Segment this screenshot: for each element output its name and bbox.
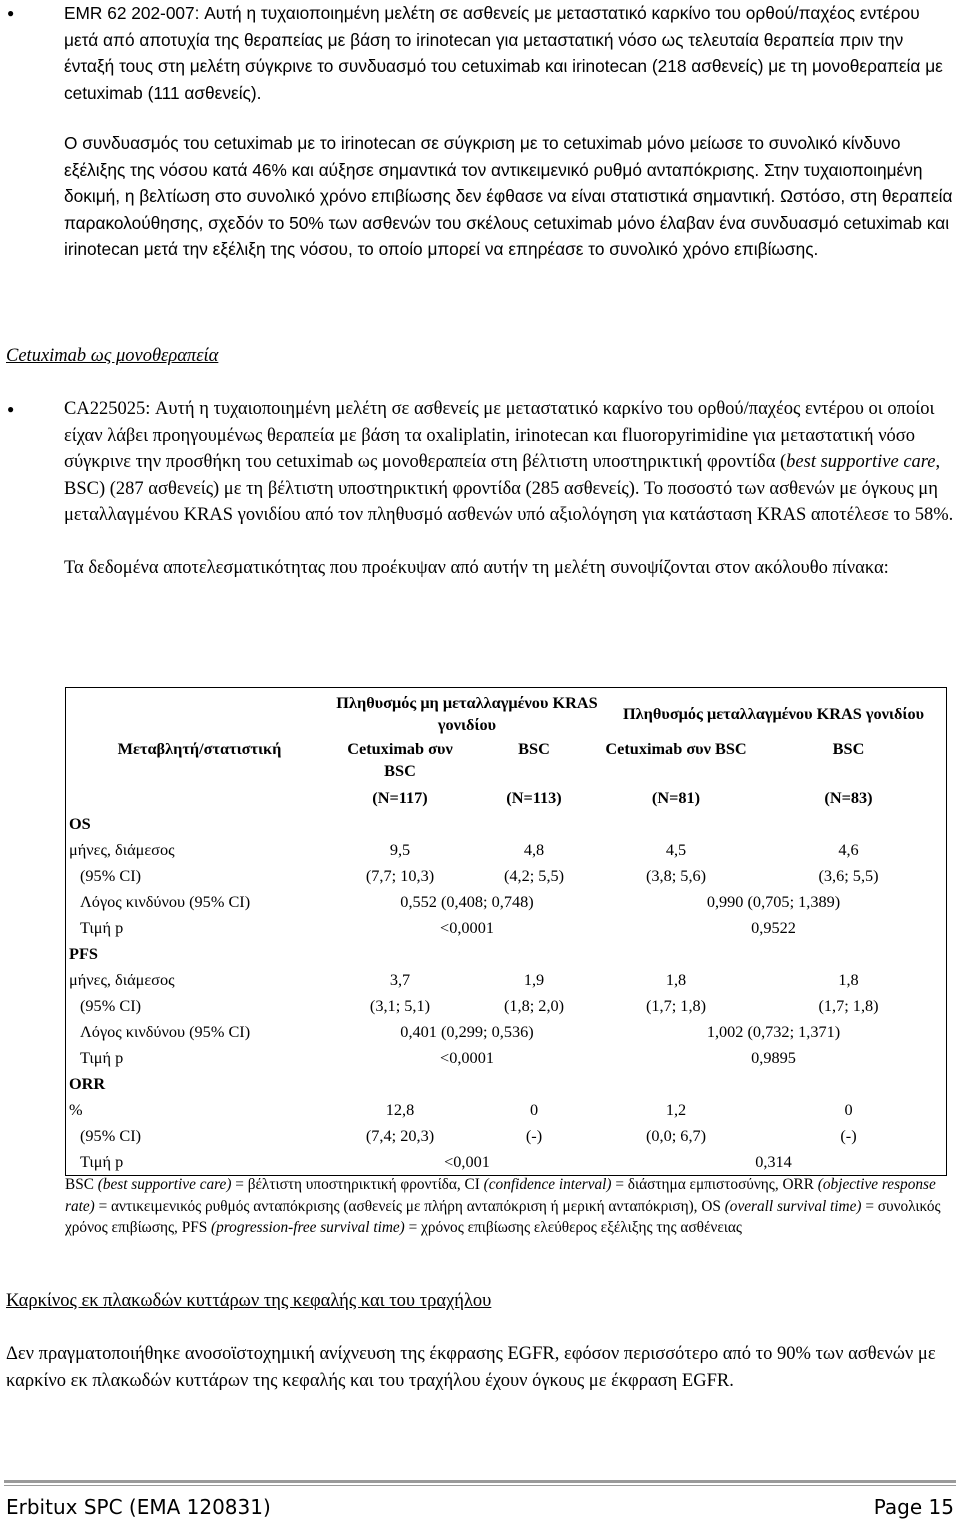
row-label: (95% CI) xyxy=(80,996,142,1015)
cell: (1,8; 2,0) xyxy=(503,996,565,1015)
table-row xyxy=(66,889,946,915)
table-row xyxy=(66,1019,946,1045)
row-label: (95% CI) xyxy=(80,1126,142,1145)
cell: 9,5 xyxy=(389,840,411,859)
table-row xyxy=(66,837,946,863)
cell: (0,0; 6,7) xyxy=(645,1126,707,1145)
section-label-pfs: PFS xyxy=(69,944,98,963)
bullet-emr-study xyxy=(64,0,954,263)
cell: 12,8 xyxy=(385,1100,415,1119)
cell: 1,8 xyxy=(838,970,859,989)
row-label: μήνες, διάμεσος xyxy=(69,970,175,989)
cell: 4,6 xyxy=(838,840,859,859)
column-header-bsc-mut: BSC xyxy=(832,739,865,758)
table-row xyxy=(66,915,946,941)
footer-page-number: Page 15 xyxy=(873,1495,954,1519)
section-heading-monotherapy: Cetuximab ως μονοθεραπεία xyxy=(6,346,219,366)
cell: (3,6; 5,5) xyxy=(818,866,879,885)
table-row xyxy=(66,967,946,993)
cell: 1,2 xyxy=(665,1100,687,1119)
cell: (-) xyxy=(525,1126,543,1145)
section-label-os: OS xyxy=(69,814,91,833)
cell: 0,990 (0,705; 1,389) xyxy=(706,892,841,911)
row-label: Τιμή p xyxy=(80,1152,124,1171)
table-header-row xyxy=(66,785,946,811)
column-header-cetuximab-mut: Cetuximab συν BSC xyxy=(605,739,747,758)
cell: (1,7; 1,8) xyxy=(645,996,707,1015)
column-header-variable: Μεταβλητή/στατιστική xyxy=(117,739,282,758)
cell: 1,002 (0,732; 1,371) xyxy=(706,1022,841,1041)
column-header-bsc-wild: BSC xyxy=(518,739,550,758)
footer-document-id: Erbitux SPC (EMA 120831) xyxy=(6,1495,271,1519)
table-row xyxy=(66,1097,946,1123)
cell: 3,7 xyxy=(389,970,411,989)
emr-study-result-text: Ο συνδυασμός του cetuximab με το irinotecan σε σύγκριση με το cetuximab μόνο μείωσε το συνολικό κίνδυνο εξέλιξης της νόσου κατά 46% και αύξησε σημαντικά τον αντικειμενικό ρυθμό ανταπόκρισης. Στην τυχαιοποιημένη δοκιμή, η βελτίωση στο συνολικό χρόνο επιβίωσης δεν έφθασε να είναι στατιστικά σημαντική. Ωστόσο, στη θεραπεία παρακολούθησης, σχεδόν το 50% των ασθενών του σκέλους cetuximab μόνο έλαβαν ένα συνδυασμό cetuximab και irinotecan μετά την εξέλιξη της νόσου, το οποίο μπορεί να επηρέασε το συνολικό χρόνο επιβίωσης. xyxy=(64,133,953,259)
n-count: (N=117) xyxy=(372,788,428,807)
cell: 1,8 xyxy=(665,970,687,989)
cell: 0,9522 xyxy=(751,918,796,937)
head-neck-text: Δεν πραγματοποιήθηκε ανοσοϊστοχημική ανίχνευση της έκφρασης EGFR, εφόσον περισσότερο από το 90% των ασθενών με καρκίνο εκ πλακωδών κυττάρων της κεφαλής και του τραχήλου έχουν όγκους με έκφραση EGFR. xyxy=(6,1344,936,1391)
cell: (7,7; 10,3) xyxy=(365,866,435,885)
table-footnote: BSC (best supportive care) = βέλτιστη υποστηρικτική φροντίδα, CI (confidence interval) = διάστημα εμπιστοσύνης, ORR (objective response rate) = αντικειμενικός ρυθμός ανταπόκρισης (ασθενείς με πλήρη ανταπόκριση ή μερική ανταπόκριση), OS (overall survival time) = συνολικός χρόνος επιβίωσης, PFS (progression-free survival time) = χρόνος επιβίωσης ελεύθερος εξέλιξης της ασθένειας xyxy=(65,1176,941,1236)
table-row xyxy=(66,1149,946,1175)
efficacy-results-table xyxy=(65,687,947,1176)
row-label: Τιμή p xyxy=(80,918,124,937)
cell: 0,552 (0,408; 0,748) xyxy=(400,892,534,911)
cell: <0,001 xyxy=(444,1152,490,1171)
table-header-row xyxy=(66,738,946,785)
row-label: Λόγος κινδύνου (95% CI) xyxy=(80,1022,251,1041)
row-label: (95% CI) xyxy=(80,866,142,885)
n-count: (N=81) xyxy=(651,788,701,807)
column-header-cetuximab-wild: Cetuximab συν BSC xyxy=(347,739,453,780)
cell: 0 xyxy=(529,1100,539,1119)
cell: 0,9895 xyxy=(751,1048,796,1067)
table-row xyxy=(66,1045,946,1071)
cell: (4,2; 5,5) xyxy=(503,866,565,885)
cell: (7,4; 20,3) xyxy=(365,1126,435,1145)
footer-divider xyxy=(4,1485,956,1486)
bullet-ca225025-study xyxy=(64,396,954,581)
table-header-row xyxy=(66,688,946,738)
section-label-orr: ORR xyxy=(69,1074,106,1093)
table-row xyxy=(66,993,946,1019)
emr-study-text: EMR 62 202-007: Αυτή η τυχαιοποιημένη μελέτη σε ασθενείς με μεταστατικό καρκίνο του ορθού/παχέος εντέρου μετά από αποτυχία της θεραπείας με βάση το irinotecan για μεταστατική νόσο ως τελευταία θεραπεία πριν την ένταξή τους στη μελέτη σύγκρινε το συνδυασμό του cetuximab και irinotecan (218 ασθενείς) με τη μονοθεραπεία με cetuximab (111 ασθενείς). xyxy=(64,3,943,103)
cell: 0,401 (0,299; 0,536) xyxy=(400,1022,534,1041)
bullet-marker: ● xyxy=(7,6,15,20)
cell: <0,0001 xyxy=(440,1048,494,1067)
table-row xyxy=(66,941,946,967)
cell: 1,9 xyxy=(523,970,545,989)
section-heading-head-neck: Καρκίνος εκ πλακωδών κυττάρων της κεφαλής και του τραχήλου xyxy=(6,1291,492,1311)
table-row xyxy=(66,811,946,837)
n-count: (N=113) xyxy=(506,788,562,807)
table-row xyxy=(66,1123,946,1149)
table-row xyxy=(66,1071,946,1097)
ca225025-study-text: CA225025: Αυτή η τυχαιοποιημένη μελέτη σε ασθενείς με μεταστατικό καρκίνο του ορθού/παχέος εντέρου οι οποίοι είχαν λάβει προηγουμένως θεραπεία με βάση τα oxaliplatin, irinotecan και fluoropyrimidine για μεταστατική νόσο σύγκρινε την προσθήκη του cetuximab ως μονοθεραπεία στη βέλτιστη υποστηρικτική φροντίδα (best supportive care, BSC) (287 ασθενείς) με τη βέλτιστη υποστηρικτική φροντίδα (285 ασθενείς). Το ποσοστό των ασθενών με όγκους μη μεταλλαγμένου KRAS γονιδίου από τον πληθυσμό ασθενών υπό αξιολόγηση για κατάσταση KRAS αποτέλεσε το 58%. xyxy=(64,399,954,525)
row-label: % xyxy=(69,1100,83,1119)
cell: 0 xyxy=(844,1100,853,1119)
group-header-wild-type: Πληθυσμός μη μεταλλαγμένου KRAS γονιδίου xyxy=(336,693,598,734)
row-label: μήνες, διάμεσος xyxy=(69,840,175,859)
cell: 4,5 xyxy=(665,840,687,859)
table-row xyxy=(66,863,946,889)
cell: (3,8; 5,6) xyxy=(645,866,707,885)
cell: (3,1; 5,1) xyxy=(369,996,431,1015)
row-label: Τιμή p xyxy=(80,1048,124,1067)
footer-divider xyxy=(4,1480,956,1483)
table-intro-text: Τα δεδομένα αποτελεσματικότητας που προέκυψαν από αυτήν τη μελέτη συνοψίζονται στον ακόλουθο πίνακα: xyxy=(64,557,889,578)
group-header-mutant: Πληθυσμός μεταλλαγμένου KRAS γονιδίου xyxy=(622,704,925,723)
n-count: (N=83) xyxy=(824,788,873,807)
cell: <0,0001 xyxy=(440,918,494,937)
cell: 0,314 xyxy=(755,1152,792,1171)
cell: (1,7; 1,8) xyxy=(818,996,879,1015)
row-label: Λόγος κινδύνου (95% CI) xyxy=(80,892,251,911)
bullet-marker: ● xyxy=(7,402,15,416)
cell: (-) xyxy=(840,1126,857,1145)
cell: 4,8 xyxy=(523,840,545,859)
